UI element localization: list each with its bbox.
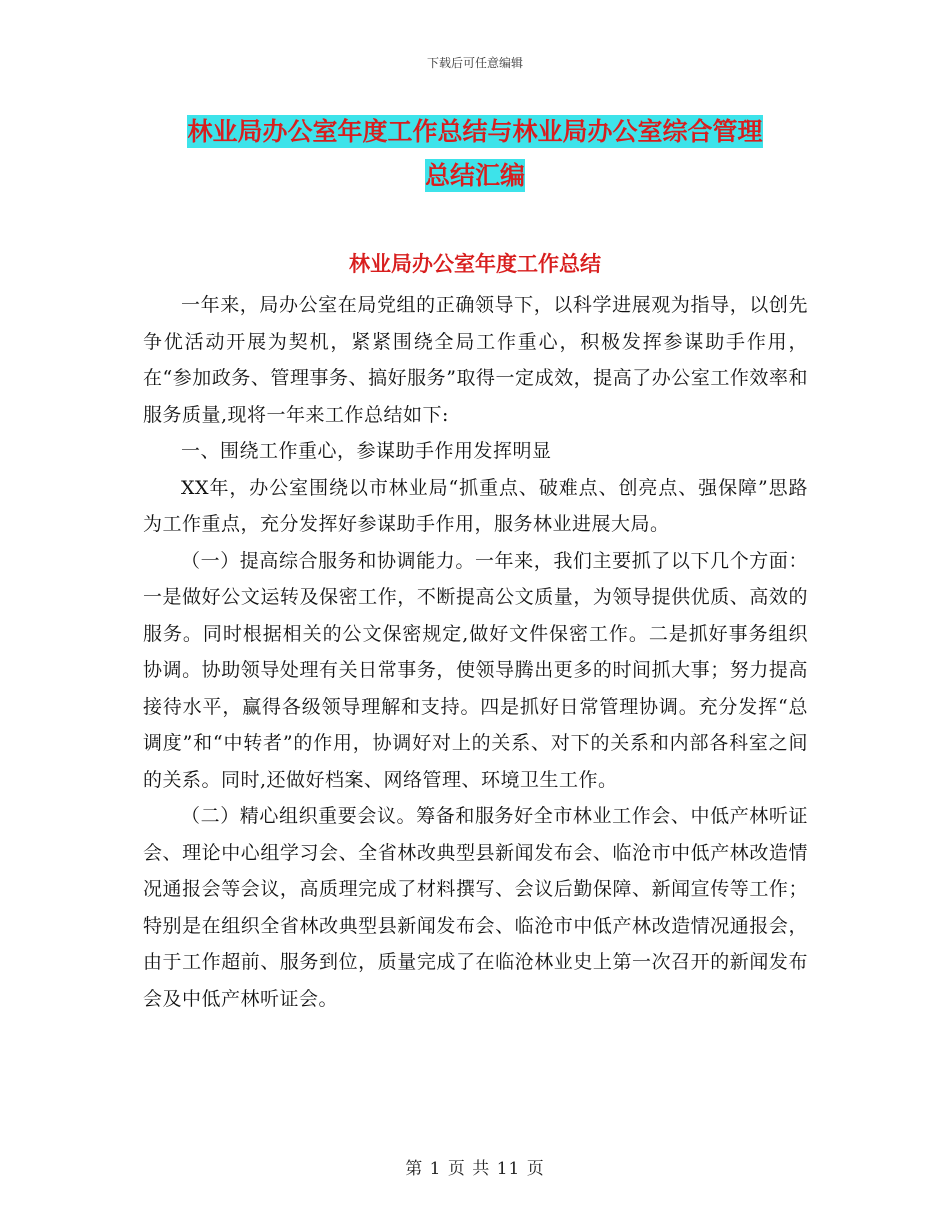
section-title: 林业局办公室年度工作总结 bbox=[349, 252, 601, 276]
paragraph-heading-1: 一、围绕工作重心，参谋助手作用发挥明显 bbox=[181, 440, 552, 462]
header-note: 下载后可任意编辑 bbox=[426, 56, 523, 70]
document-title bbox=[0, 110, 950, 198]
paragraph-item-2: （二）精心组织重要会议。筹备和服务好全市林业工作会、中低产林听证会、理论中心组学习会、全省林改典型县新闻发布会、临沧市中低产林改造情况通报会等会议，高质理完成了材料撰写、会议后勤保障、新闻宣传等工作；特别是在组织全省林改典型县新闻发布会、临沧市中低产林改造情况通报会，由于工作超前、服务到位，质量完成了在临沧林业史上第一次召开的新闻发布会及中低产林听证会。 bbox=[143, 805, 808, 1010]
document-body bbox=[143, 287, 808, 1017]
document-title-line-2: 总结汇编 bbox=[424, 161, 525, 190]
paragraph-intro: 一年来，局办公室在局党组的正确领导下，以科学进展观为指导，以创先争优活动开展为契机，紧紧围绕全局工作重心，积极发挥参谋助手作用，在“参加政务、管理事务、搞好服务”取得一定成效，提高了办公室工作效率和服务质量,现将一年来工作总结如下: bbox=[143, 294, 808, 426]
document-title-line-1: 林业局办公室年度工作总结与林业局办公室综合管理 bbox=[187, 117, 763, 146]
paragraph-item-1: （一）提高综合服务和协调能力。一年来，我们主要抓了以下几个方面：一是做好公文运转及保密工作，不断提高公文质量，为领导提供优质、高效的服务。同时根据相关的公文保密规定,做好文件保密工作。二是抓好事务组织协调。协助领导处理有关日常事务，使领导腾出更多的时间抓大事；努力提高接待水平，赢得各级领导理解和支持。四是抓好日常管理协调。充分发挥“总调度”和“中转者”的作用，协调好对上的关系、对下的关系和内部各科室之间的关系。同时,还做好档案、网络管理、环境卫生工作。 bbox=[143, 549, 808, 791]
page-footer: 第 1 页 共 11 页 bbox=[405, 1159, 545, 1179]
paragraph-xx-year: XX年，办公室围绕以市林业局“抓重点、破难点、创亮点、强保障”思路为工作重点，充分发挥好参谋助手作用，服务林业进展大局。 bbox=[143, 476, 808, 535]
